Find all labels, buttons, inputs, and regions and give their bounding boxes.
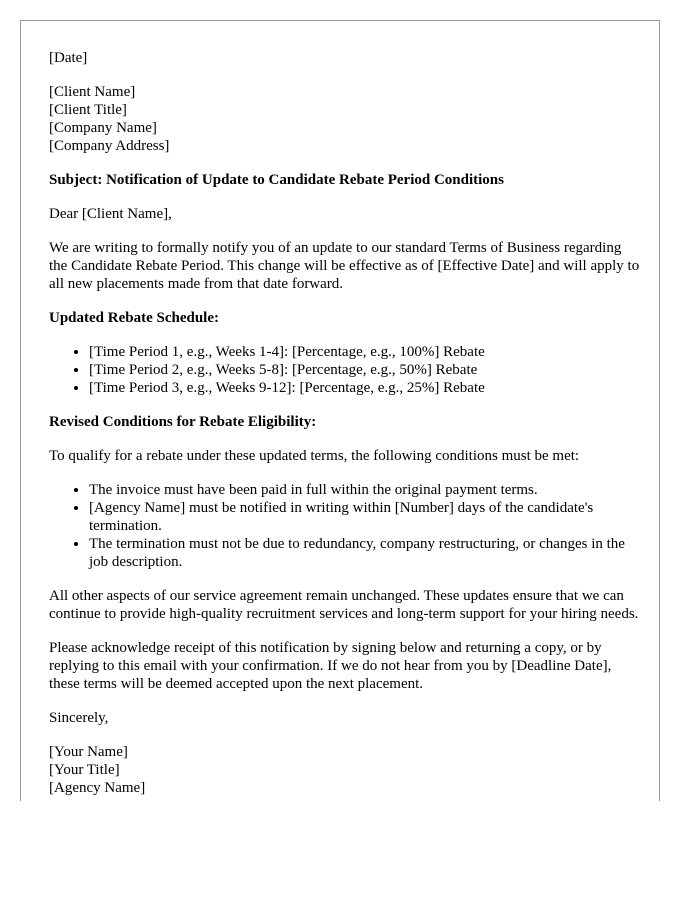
condition-item: • The termination must not be due to redundancy, company restructuring, or changes in the job description. <box>89 535 641 571</box>
schedule-heading: Updated Rebate Schedule: <box>49 310 220 326</box>
schedule-item: • [Time Period 3, e.g., Weeks 9-12]: [Percentage, e.g., 25%] Rebate <box>89 379 641 397</box>
recipient-address: [Company Address] <box>49 138 170 154</box>
sender-name: [Your Name] <box>49 744 128 760</box>
schedule-list <box>49 343 641 397</box>
schedule-item: • [Time Period 1, e.g., Weeks 1-4]: [Percentage, e.g., 100%] Rebate <box>89 343 641 361</box>
conditions-heading: Revised Conditions for Rebate Eligibility: <box>49 414 317 430</box>
letter-body <box>49 49 641 801</box>
letter-salutation: Dear [Client Name], <box>49 206 172 222</box>
letter-date: [Date] <box>49 50 88 66</box>
condition-item: • [Agency Name] must be notified in writing within [Number] days of the candidate's termination. <box>89 499 641 535</box>
sender-title: [Your Title] <box>49 762 120 778</box>
sender-block <box>49 743 641 797</box>
condition-item: • The invoice must have been paid in full within the original payment terms. <box>89 481 641 499</box>
conditions-list <box>49 481 641 571</box>
closing-paragraph-1: All other aspects of our service agreement remain unchanged. These updates ensure that we can continue to provide high-quality recruitment services and long-term support for your hiring needs. <box>49 588 639 622</box>
schedule-item: • [Time Period 2, e.g., Weeks 5-8]: [Percentage, e.g., 50%] Rebate <box>89 361 641 379</box>
recipient-title: [Client Title] <box>49 102 127 118</box>
sign-off: Sincerely, <box>49 710 109 726</box>
sender-agency: [Agency Name] <box>49 780 146 796</box>
closing-paragraph-2: Please acknowledge receipt of this notification by signing below and returning a copy, or by replying to this email with your confirmation. If we do not hear from you by [Deadline Date], these terms will be deemed accepted upon the next placement. <box>49 640 612 692</box>
conditions-intro: To qualify for a rebate under these updated terms, the following conditions must be met: <box>49 448 580 464</box>
recipient-name: [Client Name] <box>49 84 136 100</box>
letter-subject: Subject: Notification of Update to Candidate Rebate Period Conditions <box>49 172 504 188</box>
letter-page <box>20 20 660 801</box>
recipient-company: [Company Name] <box>49 120 157 136</box>
recipient-block <box>49 83 641 155</box>
intro-paragraph: We are writing to formally notify you of an update to our standard Terms of Business regarding the Candidate Rebate Period. This change will be effective as of [Effective Date] and will apply to all new placements made from that date forward. <box>49 240 640 292</box>
